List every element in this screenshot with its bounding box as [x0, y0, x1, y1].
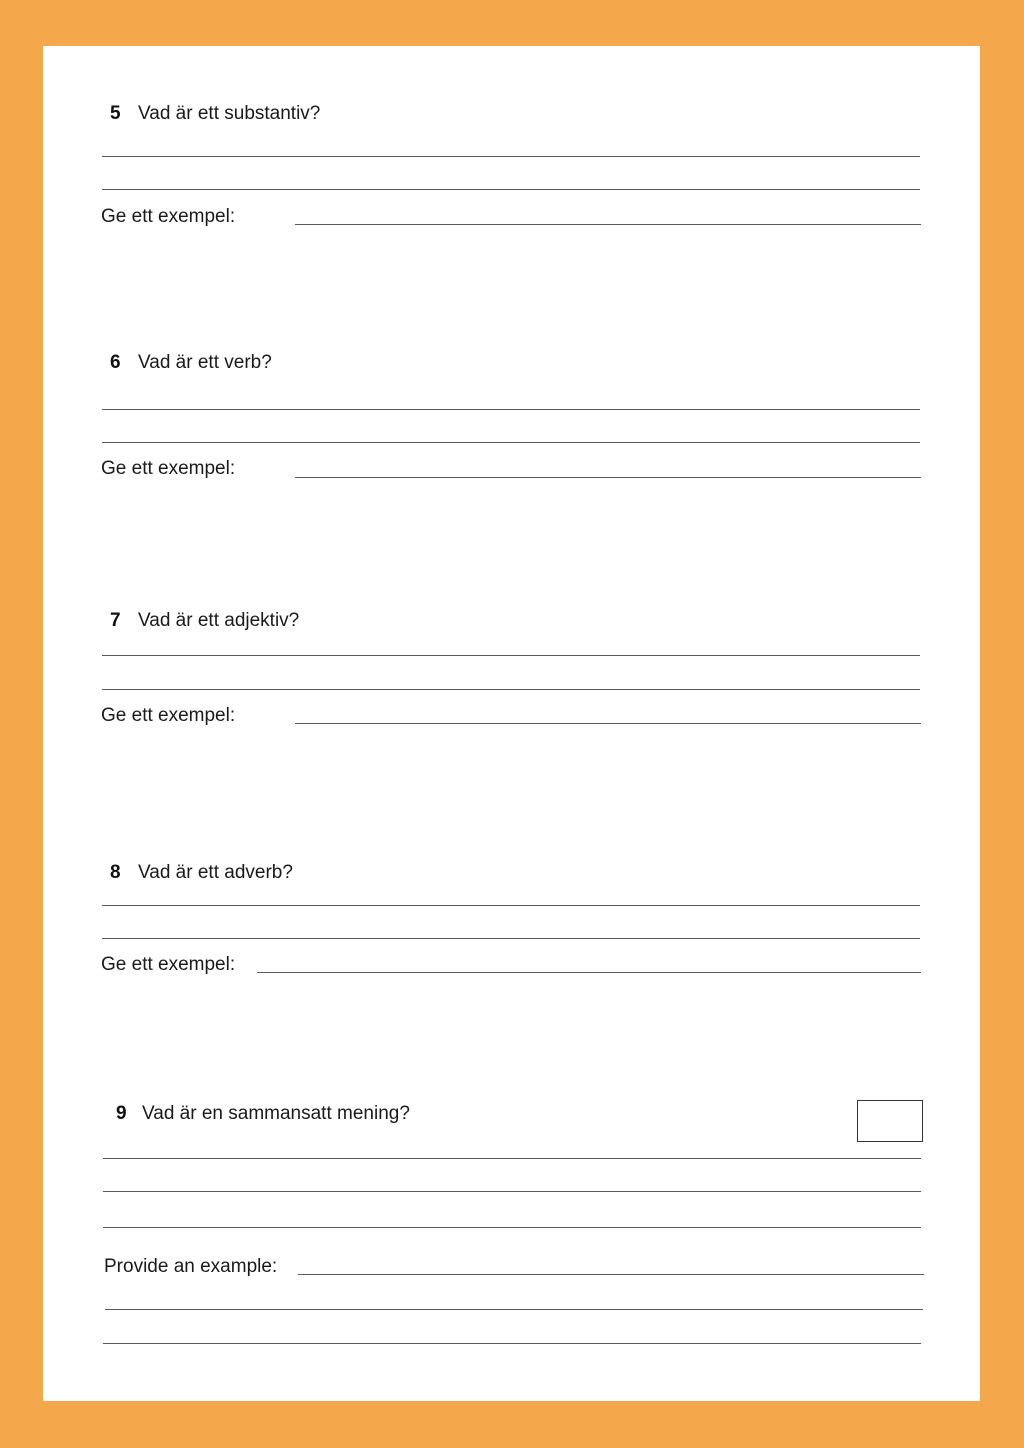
- answer-line[interactable]: [102, 442, 920, 443]
- question-9-number: 9: [116, 1103, 127, 1124]
- example-answer-line[interactable]: [295, 477, 921, 478]
- answer-line[interactable]: [102, 655, 920, 656]
- answer-line[interactable]: [102, 689, 920, 690]
- example-answer-line[interactable]: [295, 723, 921, 724]
- answer-line[interactable]: [105, 1309, 923, 1310]
- question-8-number: 8: [110, 862, 121, 883]
- example-answer-line[interactable]: [295, 224, 921, 225]
- question-9-text: Vad är en sammansatt mening?: [142, 1103, 410, 1124]
- worksheet-page: [43, 46, 980, 1401]
- question-7-text: Vad är ett adjektiv?: [138, 610, 300, 631]
- question-5-example-label: Ge ett exempel:: [101, 206, 236, 227]
- example-answer-line[interactable]: [257, 972, 921, 973]
- answer-line[interactable]: [102, 189, 920, 190]
- answer-line[interactable]: [103, 1343, 921, 1344]
- answer-line[interactable]: [103, 1227, 921, 1228]
- question-6-example-label: Ge ett exempel:: [101, 458, 236, 479]
- question-5-number: 5: [110, 103, 121, 124]
- answer-line[interactable]: [102, 409, 920, 410]
- example-answer-line[interactable]: [298, 1274, 924, 1275]
- question-8-example-label: Ge ett exempel:: [101, 954, 236, 975]
- question-5-text: Vad är ett substantiv?: [138, 103, 321, 124]
- question-6-number: 6: [110, 352, 121, 373]
- question-6-text: Vad är ett verb?: [138, 352, 272, 373]
- score-box[interactable]: [857, 1100, 923, 1142]
- answer-line[interactable]: [102, 938, 920, 939]
- question-7-number: 7: [110, 610, 121, 631]
- question-8-text: Vad är ett adverb?: [138, 862, 293, 883]
- answer-line[interactable]: [102, 156, 920, 157]
- question-9-example-label: Provide an example:: [104, 1256, 278, 1277]
- answer-line[interactable]: [103, 1158, 921, 1159]
- question-7-example-label: Ge ett exempel:: [101, 705, 236, 726]
- answer-line[interactable]: [103, 1191, 921, 1192]
- answer-line[interactable]: [102, 905, 920, 906]
